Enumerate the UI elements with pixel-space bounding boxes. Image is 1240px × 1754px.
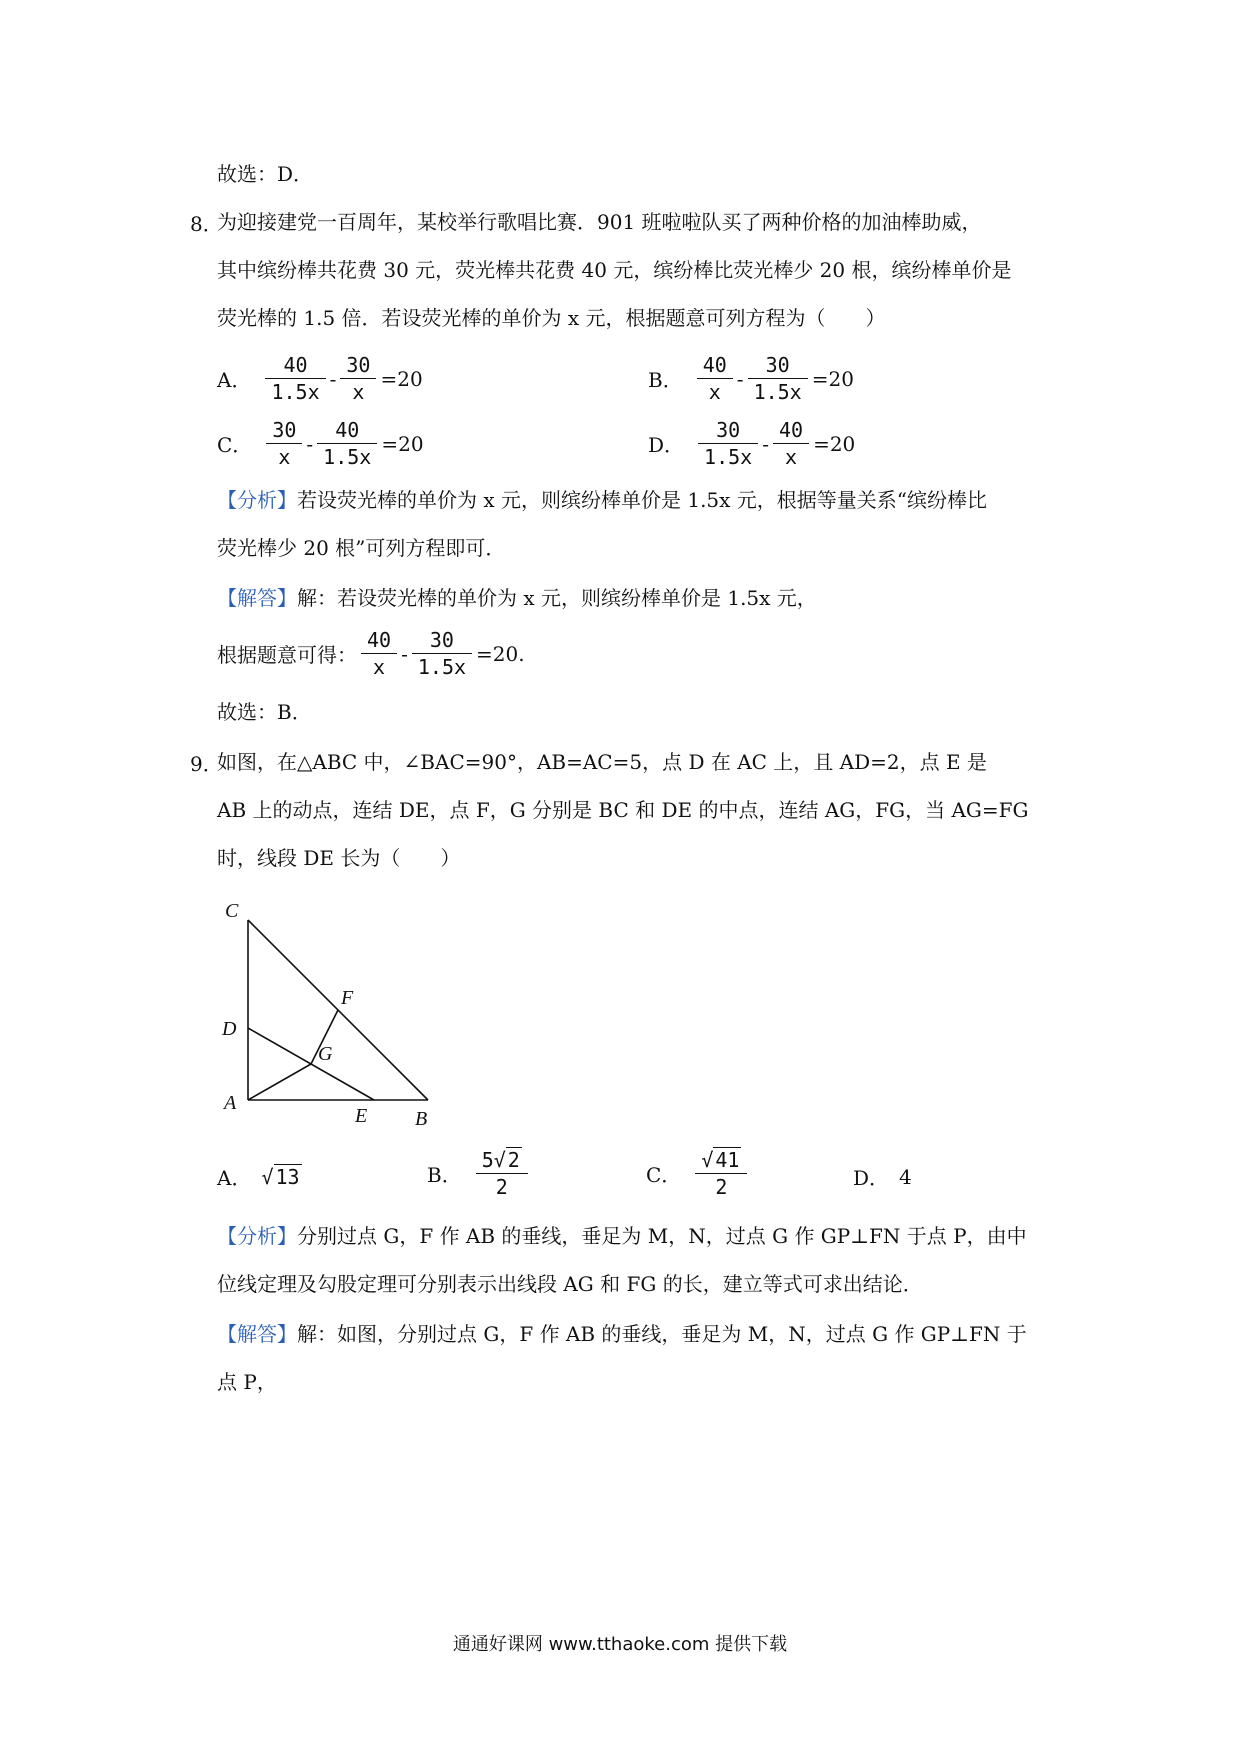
- fraction: $\frac{30}{1.5x}$: [412, 627, 472, 680]
- fraction: $\frac{30}{1.5x}$: [748, 352, 808, 405]
- segment-ag: [248, 1064, 311, 1100]
- analysis-tag: 【分析】: [217, 488, 297, 512]
- q8-solution-line1: 【解答】解：若设荧光棒的单价为 x 元，则缤纷棒单价是 1.5x 元，: [217, 586, 817, 610]
- analysis-tag: 【分析】: [217, 1224, 297, 1248]
- q9-option-b: B． $\frac{5√ 2}{2}$: [427, 1147, 532, 1200]
- label-d: D: [222, 1018, 237, 1040]
- fraction: $\frac{40}{x}$: [697, 352, 733, 405]
- previous-answer: 故选：D．: [217, 162, 314, 186]
- label-g: G: [318, 1043, 333, 1065]
- label-b: B: [415, 1108, 428, 1130]
- fraction: $\frac{√ 41}{2}$: [695, 1147, 747, 1200]
- fraction: $\frac{40}{1.5x}$: [317, 417, 377, 470]
- solution-tag: 【解答】: [217, 1322, 297, 1346]
- q9-solution-line2: 点 P，: [217, 1370, 277, 1394]
- label-e: E: [355, 1105, 368, 1127]
- q9-option-c: C． $\frac{√ 41}{2}$: [646, 1147, 751, 1200]
- fraction: $\frac{40}{1.5x}$: [265, 352, 325, 405]
- triangle-figure: [210, 895, 450, 1135]
- fraction: $\frac{30}{x}$: [266, 417, 302, 470]
- fraction: $\frac{30}{1.5x}$: [698, 417, 758, 470]
- q9-number: 9．: [190, 752, 223, 776]
- label-f: F: [341, 987, 354, 1009]
- solution-tag: 【解答】: [217, 586, 297, 610]
- fraction: $\frac{40}{x}$: [773, 417, 809, 470]
- label-c: C: [225, 900, 239, 922]
- q8-solution-equation: 根据题意可得： $\frac{40}{x}$ - $\frac{30}{1.5x}$ =20.: [217, 628, 525, 679]
- q8-option-a: A． $\frac{40}{1.5x}$ - $\frac{30}{x}$ =20: [217, 353, 423, 404]
- q8-option-d: D． $\frac{30}{1.5x}$ - $\frac{40}{x}$ =20: [648, 418, 856, 469]
- q9-text-line2: AB 上的动点，连结 DE，点 F，G 分别是 BC 和 DE 的中点，连结 AG，FG，当 AG=FG: [217, 798, 1029, 822]
- fraction: $\frac{30}{x}$: [340, 352, 376, 405]
- q9-solution-line1: 【解答】解：如图，分别过点 G，F 作 AB 的垂线，垂足为 M，N，过点 G 作 GP⊥FN 于: [217, 1322, 1027, 1346]
- q9-text-line3: 时，线段 DE 长为（ ）: [217, 846, 461, 870]
- fraction: $\frac{40}{x}$: [361, 627, 397, 680]
- q9-analysis-line1: 【分析】分别过点 G，F 作 AB 的垂线，垂足为 M，N，过点 G 作 GP⊥FN 于点 P，由中: [217, 1224, 1027, 1248]
- q9-option-a: A． √ 13: [217, 1164, 300, 1190]
- q9-analysis-line2: 位线定理及勾股定理可分别表示出线段 AG 和 FG 的长，建立等式可求出结论．: [217, 1272, 923, 1296]
- q8-text-line2: 其中缤纷棒共花费 30 元，荧光棒共花费 40 元，缤纷棒比荧光棒少 20 根，缤纷棒单价是: [217, 258, 1012, 282]
- q9-text-line1: 如图，在△ABC 中，∠BAC=90°，AB=AC=5，点 D 在 AC 上，且 AD=2，点 E 是: [217, 750, 987, 774]
- fraction: $\frac{5√ 2}{2}$: [476, 1147, 528, 1200]
- q8-analysis-line2: 荧光棒少 20 根”可列方程即可．: [217, 536, 506, 560]
- q8-text-line1: 为迎接建党一百周年，某校举行歌唱比赛．901 班啦啦队买了两种价格的加油棒助威，: [217, 210, 982, 234]
- q8-option-b: B． $\frac{40}{x}$ - $\frac{30}{1.5x}$ =20: [648, 353, 854, 404]
- sqrt: √ 13: [261, 1164, 300, 1189]
- q8-answer: 故选：B．: [217, 700, 312, 724]
- q8-option-c: C． $\frac{30}{x}$ - $\frac{40}{1.5x}$ =20: [217, 418, 424, 469]
- q8-analysis-line1: 【分析】若设荧光棒的单价为 x 元，则缤纷棒单价是 1.5x 元，根据等量关系“缤纷棒比: [217, 488, 988, 512]
- label-a: A: [224, 1092, 237, 1114]
- q8-number: 8．: [190, 212, 223, 236]
- q9-option-d: D． 4: [853, 1164, 912, 1190]
- q8-text-line3: 荧光棒的 1.5 倍．若设荧光棒的单价为 x 元，根据题意可列方程为（ ）: [217, 306, 886, 330]
- footer-watermark: 通通好课网 www.tthaoke.com 提供下载: [452, 1634, 788, 1655]
